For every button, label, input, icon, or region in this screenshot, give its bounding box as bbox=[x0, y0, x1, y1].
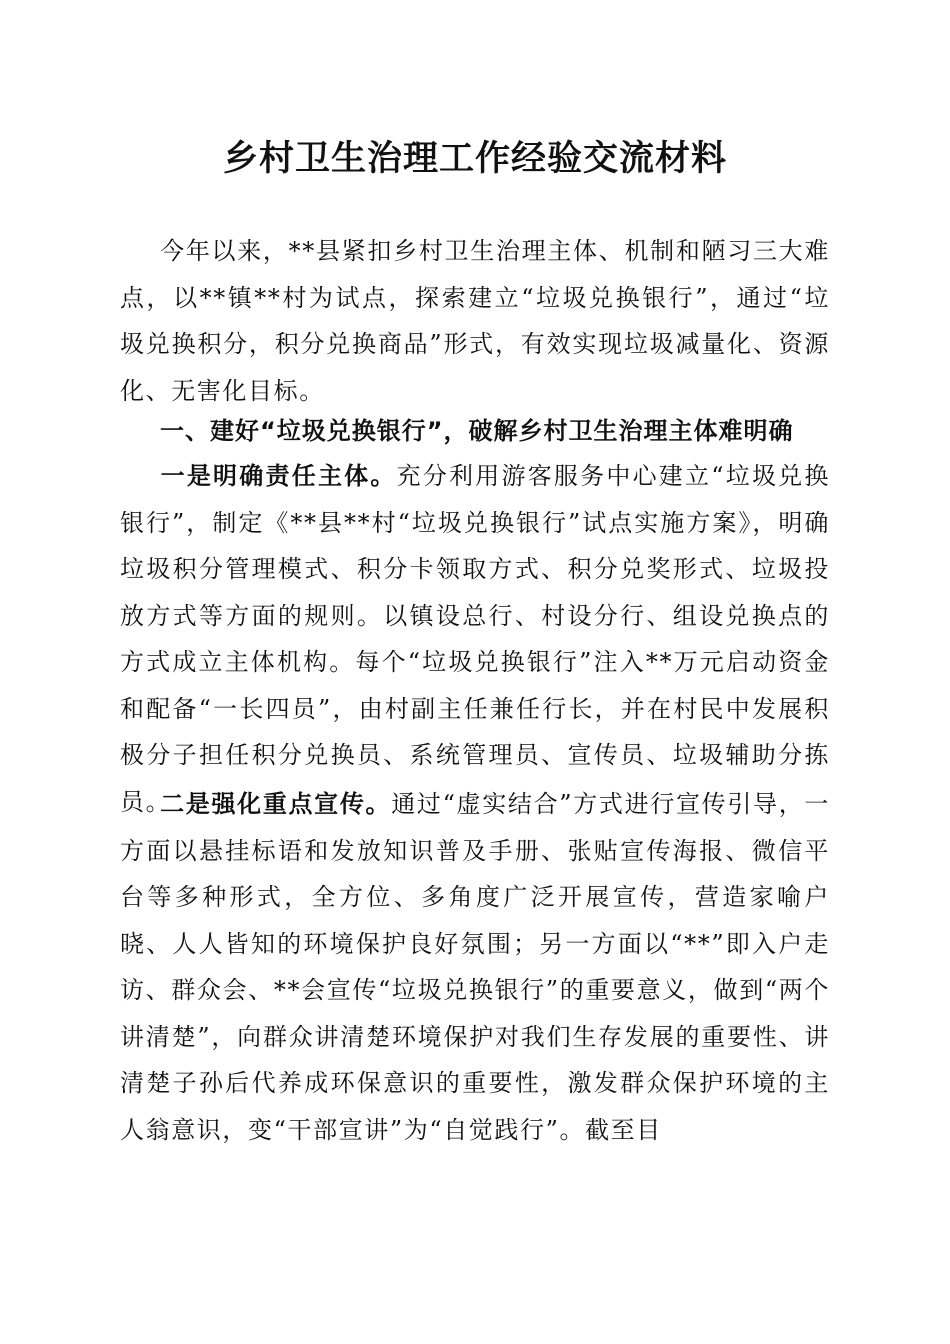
point-1-paragraph bbox=[120, 453, 830, 825]
section-1-heading: 一、建好“垃圾兑换银行”，破解乡村卫生治理主体难明确 bbox=[160, 417, 794, 445]
point-1-lead: 一是明确责任主体。 bbox=[160, 461, 397, 490]
point-2-lead: 二是强化重点宣传。 bbox=[160, 789, 392, 818]
intro-paragraph bbox=[120, 228, 830, 414]
point-1-text: 充分利用游客服务中心建立“垃圾兑换银行”，制定《**县**村“垃圾兑换银行”试点实施方案》，明确垃圾积分管理模式、积分卡领取方式、积分兑奖形式、垃圾投放方式等方面的规则。以镇设总行、村设分行、组设兑换点的方式成立主体机构。每个“垃圾兑换银行”注入**万元启动资金和配备“一长四员”，由村副主任兼任行长，并在村民中发展积极分子担任积分兑换员、系统管理员、宣传员、垃圾辅助分拣员。 bbox=[120, 462, 831, 816]
point-2-text: 通过“虚实结合”方式进行宣传引导，一方面以悬挂标语和发放知识普及手册、张贴宣传海报、微信平台等多种形式，全方位、多角度广泛开展宣传，营造家喻户晓、人人皆知的环境保护良好氛围；另一方面以“**”即入户走访、群众会、**会宣传“垃圾兑换银行”的重要意义，做到“两个讲清楚”，向群众讲清楚环境保护对我们生存发展的重要性、讲清楚子孙后代养成环保意识的重要性，激发群众保护环境的主人翁意识，变“干部宣讲”为“自觉践行”。截至目 bbox=[120, 790, 830, 1144]
document-title: 乡村卫生治理工作经验交流材料 bbox=[222, 138, 727, 179]
point-2-paragraph bbox=[120, 781, 830, 1153]
intro-paragraph-text: 今年以来，**县紧扣乡村卫生治理主体、机制和陋习三大难点，以**镇**村为试点，探索建立“垃圾兑换银行”，通过“垃圾兑换积分，积分兑换商品”形式，有效实现垃圾减量化、资源化、无害化目标。 bbox=[120, 237, 830, 405]
